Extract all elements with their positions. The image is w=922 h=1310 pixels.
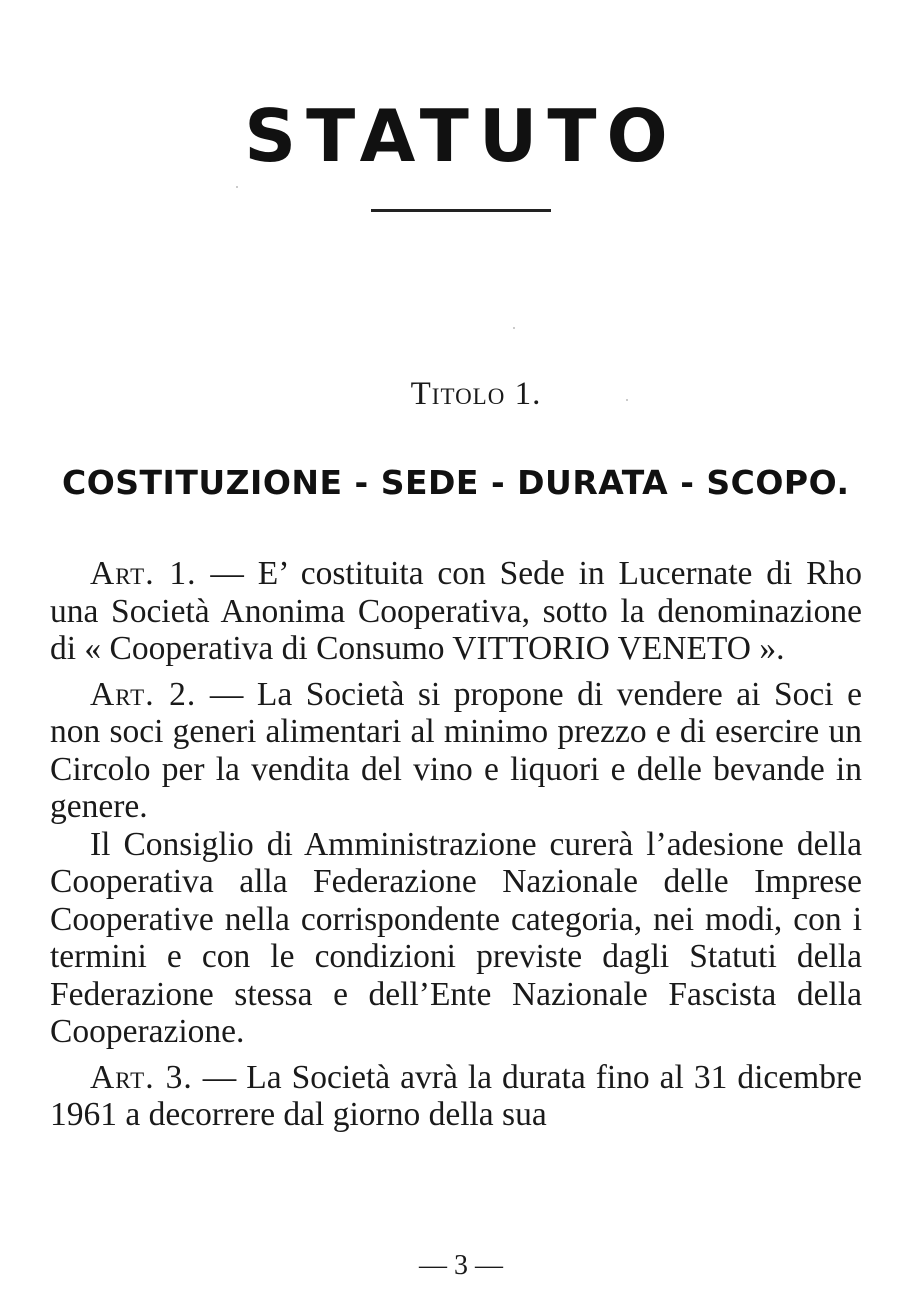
section-number (0, 378, 922, 411)
article-separator: — (196, 675, 257, 713)
paper-speck (513, 327, 515, 329)
article-separator: — (192, 1058, 247, 1096)
paper-speck (236, 186, 238, 188)
article-paragraph (50, 676, 862, 826)
article-text: La Società si propone di vendere ai Soci e non soci generi alimentari al minimo prezzo e di esercire un Circolo per la vendita del vino e liquori e delle bevande in genere. (50, 675, 863, 825)
article-label: Art. 3. (90, 1058, 193, 1096)
article-label: Art. 1. (90, 555, 197, 592)
page-number: — 3 — (419, 1250, 503, 1281)
article-separator: — (196, 555, 258, 592)
section-heading: COSTITUZIONE - SEDE - DURATA - SCOPO. (62, 463, 850, 502)
article-text: Il Consiglio di Amministrazione curerà l’adesione della Cooperativa alla Federazione Nazionale delle Imprese Cooperative nella corrispondente categoria, nei modi, con i termini e con le condizioni previste dagli Statuti della Federazione stessa e dell’Ente Nazionale Fascista della Cooperazione. (50, 825, 862, 1050)
article-paragraph (50, 555, 862, 668)
title-underline-rule (371, 209, 551, 212)
article-text: E’ costituita con Sede in Lucernate di Rho una Società Anonima Cooperativa, sotto la denominazione di « Cooperativa di Consumo VITTORIO VENETO ». (50, 555, 863, 667)
body-text (50, 555, 862, 1134)
article-text: La Società avrà la durata fino al 31 dicembre 1961 a decorrere dal giorno della sua (50, 1058, 863, 1133)
article-paragraph (50, 1059, 862, 1134)
article-paragraph (50, 826, 862, 1051)
section-label: Titolo 1. (410, 376, 542, 412)
article-label: Art. 2. (90, 675, 197, 713)
paper-speck (626, 399, 628, 401)
document-title: STATUTO (244, 94, 678, 178)
